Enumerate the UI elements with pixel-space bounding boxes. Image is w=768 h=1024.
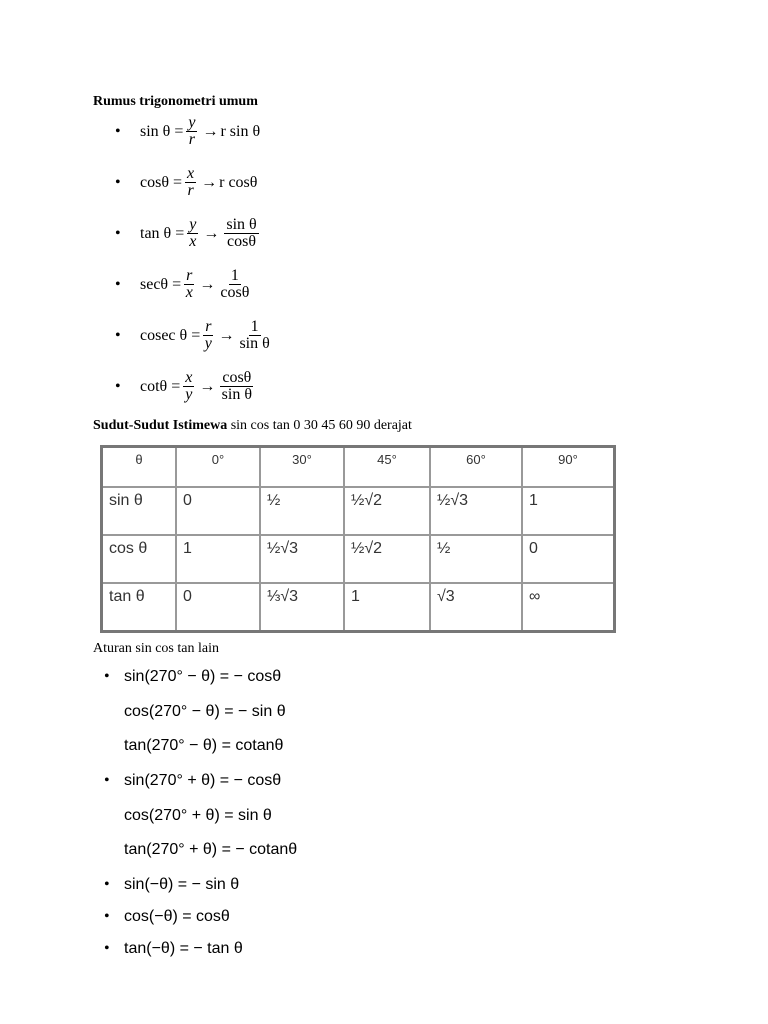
bullet-icon: •	[104, 940, 110, 957]
denominator: cosθ	[227, 233, 257, 250]
numerator: 1	[250, 318, 259, 335]
fraction	[203, 319, 213, 352]
numerator: y	[188, 114, 196, 131]
formula-rhs: r sin θ	[220, 122, 261, 140]
table-row	[102, 535, 615, 583]
fraction	[183, 370, 194, 403]
rule-line: sin(−θ) = − sin θ	[124, 876, 240, 893]
arrow-icon: →	[202, 122, 219, 140]
numerator: r	[186, 267, 193, 284]
formula-lhs: cosθ =	[140, 173, 183, 191]
section-title-general: Rumus trigonometri umum	[93, 94, 258, 109]
bullet-icon: •	[104, 668, 110, 685]
rule-line: cos(270° + θ) = sin θ	[124, 807, 272, 824]
rule-line: tan(270° − θ) = cotanθ	[124, 737, 284, 754]
table-cell: ½√3	[430, 487, 522, 535]
table-cell: ⅓√3	[260, 583, 344, 632]
denominator: cosθ	[220, 284, 250, 301]
arrow-icon: →	[201, 173, 218, 191]
bullet-icon: •	[115, 225, 121, 242]
denominator: sin θ	[221, 386, 253, 403]
fraction	[224, 217, 258, 250]
header-cell: 0°	[176, 447, 260, 488]
table-cell: 1	[522, 487, 615, 535]
table-cell: ½√2	[344, 535, 430, 583]
table-cell: ½	[260, 487, 344, 535]
formula-2	[140, 217, 262, 250]
denominator: x	[185, 284, 193, 301]
rule-line: cos(270° − θ) = − sin θ	[124, 703, 286, 720]
table-cell: ½	[430, 535, 522, 583]
bullet-icon: •	[115, 276, 121, 293]
numerator: 1	[230, 267, 239, 284]
bullet-icon: •	[115, 174, 121, 191]
section-title-special-angles	[93, 418, 412, 434]
header-cell: 45°	[344, 447, 430, 488]
formula-rhs: r cosθ	[219, 173, 258, 191]
formula-3	[140, 268, 252, 301]
formula-lhs: sin θ =	[140, 122, 184, 140]
fraction	[187, 217, 198, 250]
table-cell: sin θ	[102, 487, 177, 535]
table-row	[102, 487, 615, 535]
numerator: x	[187, 165, 195, 182]
arrow-icon: →	[199, 275, 216, 293]
fraction	[185, 166, 196, 199]
denominator: r	[188, 131, 196, 148]
arrow-icon: →	[199, 377, 216, 395]
bullet-icon: •	[115, 378, 121, 395]
fraction	[220, 268, 249, 301]
rule-line: tan(270° + θ) = − cotanθ	[124, 841, 298, 858]
formula-lhs: cotθ =	[140, 377, 181, 395]
denominator: y	[185, 386, 193, 403]
table-cell: tan θ	[102, 583, 177, 632]
fraction	[239, 319, 269, 352]
rule-line: sin(270° + θ) = − cosθ	[124, 772, 282, 789]
table-cell: 0	[522, 535, 615, 583]
table-cell: ½√3	[260, 535, 344, 583]
denominator: r	[187, 182, 194, 199]
table-cell: ½√2	[344, 487, 430, 535]
denominator: sin θ	[239, 335, 270, 352]
title-bold: Sudut-Sudut Istimewa	[93, 418, 228, 433]
fraction	[220, 370, 253, 403]
table-row	[102, 583, 615, 632]
arrow-icon: →	[218, 326, 235, 344]
rule-line: sin(270° − θ) = − cosθ	[124, 668, 282, 685]
table-cell: cos θ	[102, 535, 177, 583]
denominator: y	[204, 335, 212, 352]
formula-5	[140, 370, 256, 403]
numerator: r	[205, 318, 212, 335]
table-cell: √3	[430, 583, 522, 632]
bullet-icon: •	[115, 123, 121, 140]
formula-1	[140, 166, 257, 199]
numerator: y	[189, 216, 197, 233]
bullet-icon: •	[115, 327, 121, 344]
header-cell: 60°	[430, 447, 522, 488]
formula-lhs: cosec θ =	[140, 326, 201, 344]
bullet-icon: •	[104, 876, 110, 893]
rule-line: cos(−θ) = cosθ	[124, 908, 230, 925]
header-cell: θ	[102, 447, 177, 488]
table-cell: ∞	[522, 583, 615, 632]
fraction	[184, 268, 194, 301]
formula-4	[140, 319, 273, 352]
numerator: x	[185, 369, 193, 386]
rule-line: tan(−θ) = − tan θ	[124, 940, 243, 957]
numerator: sin θ	[226, 216, 257, 233]
formula-lhs: tan θ =	[140, 224, 185, 242]
bullet-icon: •	[104, 908, 110, 925]
formula-0	[140, 115, 260, 148]
table-header-row	[102, 447, 615, 488]
table-cell: 1	[344, 583, 430, 632]
fraction	[186, 115, 197, 148]
arrow-icon: →	[203, 224, 220, 242]
bullet-icon: •	[104, 772, 110, 789]
section-title-other-rules: Aturan sin cos tan lain	[93, 641, 219, 656]
formula-lhs: secθ =	[140, 275, 182, 293]
numerator: cosθ	[222, 369, 252, 386]
table-cell: 0	[176, 583, 260, 632]
table-cell: 0	[176, 487, 260, 535]
title-rest: sin cos tan 0 30 45 60 90 derajat	[227, 418, 412, 433]
header-cell: 90°	[522, 447, 615, 488]
special-angles-table	[100, 445, 616, 633]
header-cell: 30°	[260, 447, 344, 488]
table-cell: 1	[176, 535, 260, 583]
denominator: x	[189, 233, 197, 250]
